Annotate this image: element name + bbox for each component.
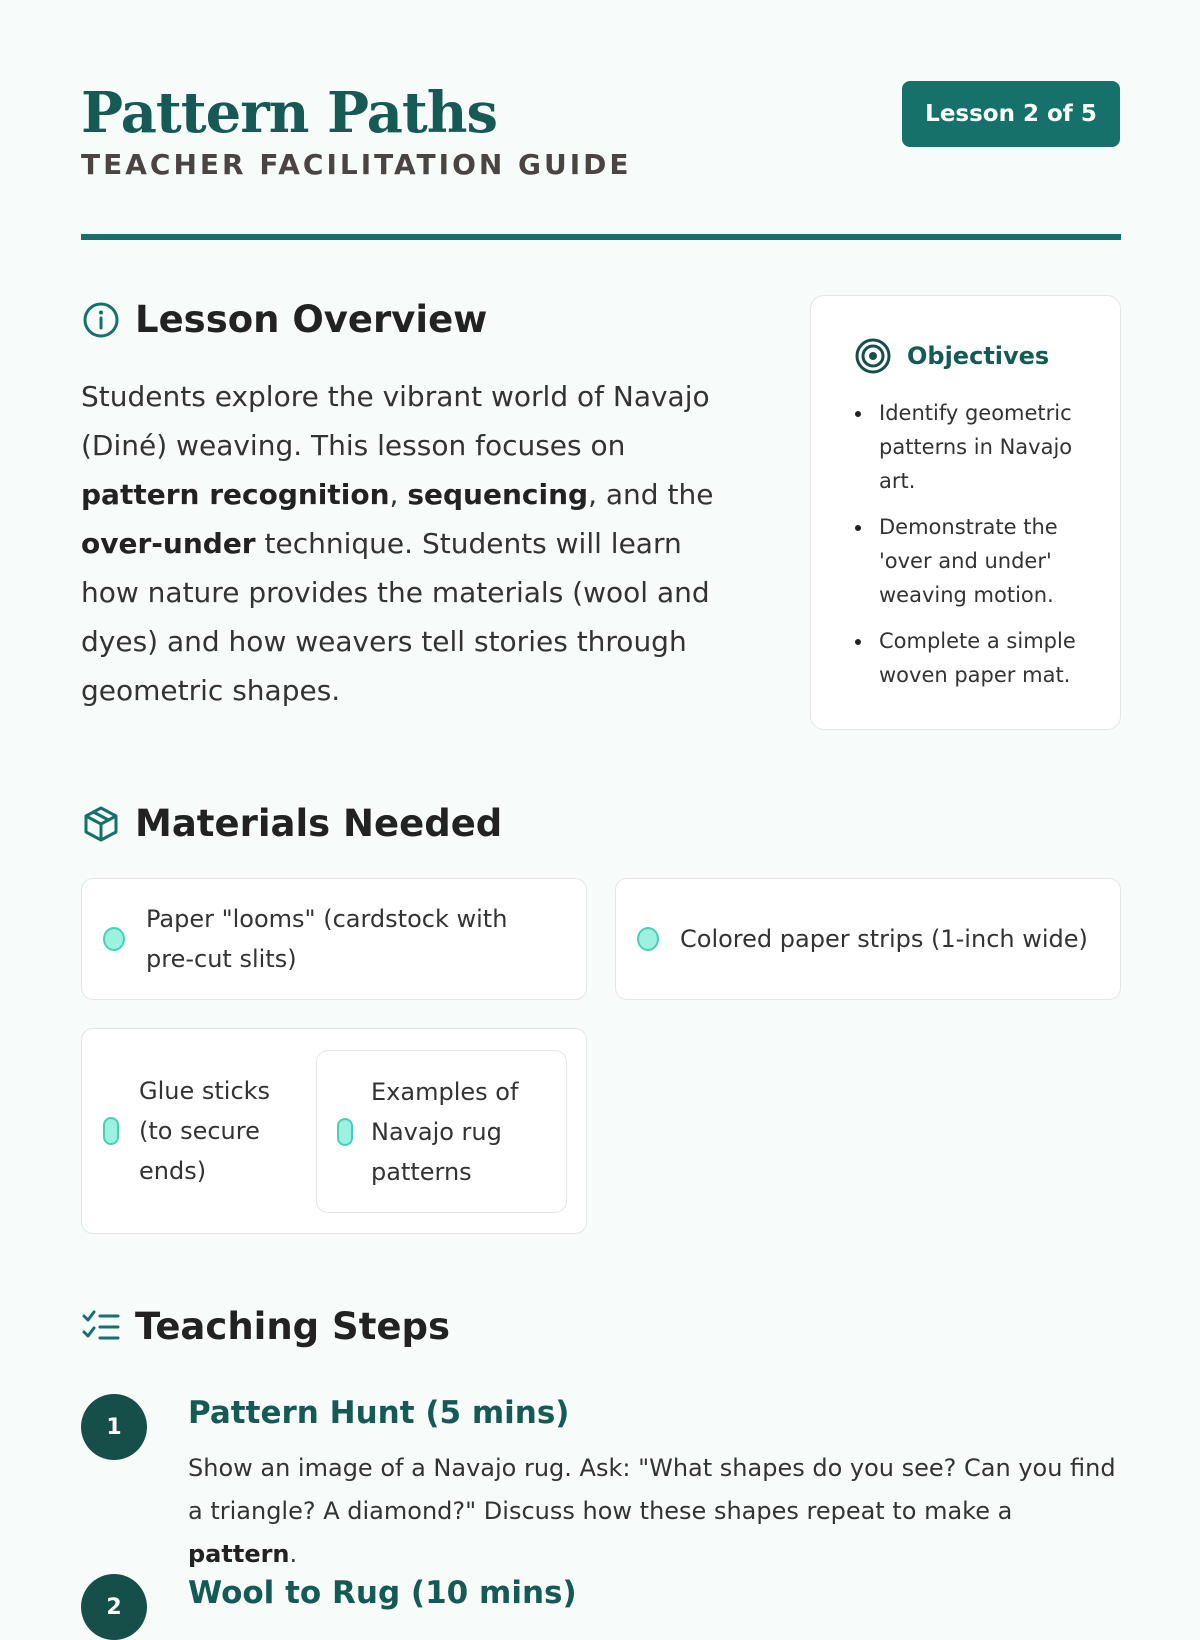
material-label: Examples of Navajo rug patterns — [371, 1077, 519, 1186]
materials-title: Materials Needed — [135, 802, 503, 845]
checklist-icon — [81, 1307, 121, 1347]
step-number: 2 — [81, 1574, 147, 1640]
step-title: Wool to Rug (10 mins) — [188, 1575, 577, 1611]
bullet-dot-icon — [103, 927, 125, 951]
materials-heading — [81, 802, 502, 845]
objective-item: Complete a simple woven paper mat. — [853, 624, 1080, 692]
package-icon — [81, 804, 121, 844]
material-item — [615, 878, 1121, 1000]
keyword-over-under: over-under — [81, 527, 256, 560]
overview-heading — [81, 298, 487, 341]
overview-title: Lesson Overview — [135, 298, 488, 341]
overview-paragraph: Students explore the vibrant world of Navajo (Diné) weaving. This lesson focuses on pattern recognition, sequencing, and the over-under technique. Students will learn how nature provides the materials (wool and dyes) and how weavers tell stories through geometric shapes. — [81, 380, 714, 707]
material-label: Paper "looms" (cardstock with pre-cut slits) — [146, 905, 508, 973]
info-icon — [81, 300, 121, 340]
steps-heading — [81, 1305, 450, 1348]
material-item — [81, 1028, 587, 1234]
page-subtitle: TEACHER FACILITATION GUIDE — [81, 148, 632, 181]
step-number: 1 — [81, 1394, 147, 1460]
objective-item: Demonstrate the 'over and under' weaving motion. — [853, 510, 1080, 612]
objectives-title: Objectives — [907, 342, 1050, 370]
material-label: Glue sticks (to secure ends) — [139, 1077, 271, 1185]
keyword-pattern-recognition: pattern recognition — [81, 478, 390, 511]
material-item — [81, 878, 587, 1000]
header-divider — [81, 234, 1121, 240]
keyword-pattern: pattern — [188, 1540, 290, 1568]
keyword-sequencing: sequencing — [407, 478, 589, 511]
page-title: Pattern Paths — [81, 80, 497, 146]
lesson-badge: Lesson 2 of 5 — [902, 81, 1120, 147]
material-label: Colored paper strips (1-inch wide) — [680, 925, 1088, 953]
objectives-card — [810, 295, 1121, 730]
objective-item: Identify geometric patterns in Navajo art. — [853, 396, 1080, 498]
step-title: Pattern Hunt (5 mins) — [188, 1395, 570, 1431]
objectives-heading — [853, 336, 1080, 376]
bullet-dot-icon — [337, 1118, 353, 1146]
material-item — [316, 1050, 567, 1213]
steps-title: Teaching Steps — [135, 1305, 450, 1348]
bullet-dot-icon — [637, 927, 659, 951]
bullet-dot-icon — [103, 1117, 119, 1145]
objectives-list — [853, 396, 1080, 692]
target-icon — [853, 336, 893, 376]
step-description: Show an image of a Navajo rug. Ask: "What shapes do you see? Can you find a triangle? A diamond?" Discuss how these shapes repeat to make a pattern. — [188, 1454, 1116, 1568]
